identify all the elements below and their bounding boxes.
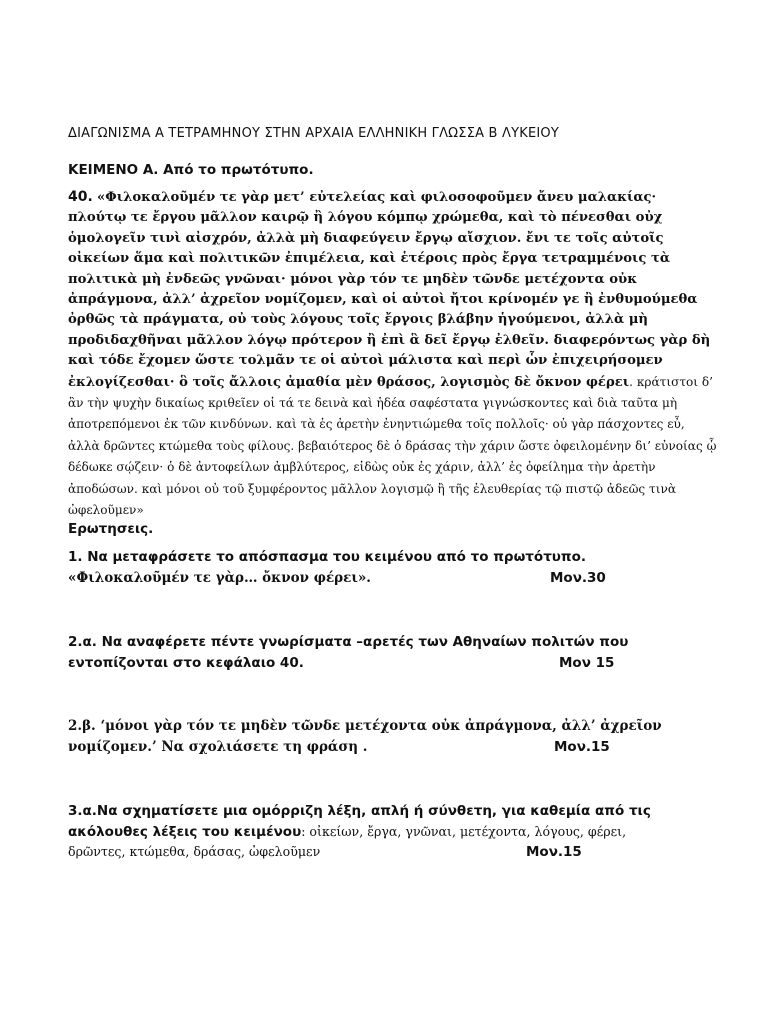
- passage-plain-text: . κράτιστοι δ’ ἂν τὴν ψυχὴν δικαίως κριθεῖεν οἱ τά τε δεινὰ καὶ ἡδέα σαφέστατα γιγνώσκοντες καὶ διὰ ταῦτα μὴ ἀποτρεπόμενοι ἐκ τῶν κινδύνων. καὶ τὰ ἐς ἀρετὴν ἐνηντιώμεθα τοῖς πολλοῖς· οὐ γὰρ πάσχοντες εὖ, ἀλλὰ δρῶντες κτώμεθα τοὺς φίλους. βεβαιότερος δὲ ὁ δράσας τὴν χάριν ὥστε ὀφειλομένην δι’ εὐνοίας ᾧ δέδωκε σῴζειν· ὁ δὲ ἀντοφείλων ἀμβλύτερος, εἰδὼς οὐκ ἐς χάριν, ἀλλ’ ἐς ὀφείλημα τὴν ἀρετὴν ἀποδώσων. καὶ μόνοι οὐ τοῦ ξυμφέροντος μᾶλλον λογισμῷ ἢ τῆς ἐλευθερίας τῷ πιστῷ ἀδεῶς τινὰ ὠφελοῦμεν»: [68, 374, 717, 518]
- chapter-number: 40.: [68, 189, 93, 205]
- question-1-excerpt: «Φιλοκαλοῦμέν τε γὰρ… ὄκνον φέρει».: [68, 569, 372, 586]
- question-2a-marks: Μον 15: [559, 654, 615, 671]
- question-1: [68, 547, 718, 588]
- source-passage: [68, 187, 718, 522]
- question-3a-text: 3.α.Να σχηματίσετε μια ομόρριζη λέξη, απλή ή σύνθετη, για καθεμία από τις: [68, 803, 651, 819]
- questions-label: Ερωτησεις.: [68, 521, 154, 537]
- document-title: ΔΙΑΓΩΝΙΣΜΑ Α ΤΕΤΡΑΜΗΝΟΥ ΣΤΗΝ ΑΡΧΑΙΑ ΕΛΛΗΝΙΚΗ ΓΛΩΣΣΑ Β ΛΥΚΕΙΟΥ: [68, 126, 559, 141]
- question-2a-text-cont: εντοπίζονται στο κεφάλαιο 40.: [68, 654, 304, 671]
- question-3a: [68, 801, 718, 863]
- passage-bold-text: «Φιλοκαλοῦμέν τε γὰρ μετ’ εὐτελείας καὶ φιλοσοφοῦμεν ἄνευ μαλακίας· πλούτῳ τε ἔργου μᾶλλον καιρῷ ἢ λόγου κόμπῳ χρώμεθα, καὶ τὸ πένεσθαι οὐχ ὁμολογεῖν τινὶ αἰσχρόν, ἀλλὰ μὴ διαφεύγειν ἔργῳ αἴσχιον. ἔνι τε τοῖς αὐτοῖς οἰκείων ἅμα καὶ πολιτικῶν ἐπιμέλεια, καὶ ἑτέροις πρὸς ἔργα τετραμμένοις τὰ πολιτικὰ μὴ ἐνδεῶς γνῶναι· μόνοι γὰρ τόν τε μηδὲν τῶνδε μετέχοντα οὐκ ἀπράγμονα, ἀλλ’ ἀχρεῖον νομίζομεν, καὶ οἱ αὐτοὶ ἤτοι κρίνομέν γε ἢ ἐνθυμούμεθα ὀρθῶς τὰ πράγματα, οὐ τοὺς λόγους τοῖς ἔργοις βλάβην ἡγούμενοι, ἀλλὰ μὴ προδιδαχθῆναι μᾶλλον λόγῳ πρότερον ἢ ἐπὶ ἃ δεῖ ἔργῳ ἐλθεῖν. διαφερόντως γὰρ δὴ καὶ τόδε ἔχομεν ὥστε τολμᾶν τε οἱ αὐτοὶ μάλιστα καὶ περὶ ὧν ἐπιχειρήσομεν ἐκλογίζεσθαι· ὃ τοῖς ἄλλοις ἀμαθία μὲν θράσος, λογισμὸς δὲ ὄκνον φέρει: [68, 190, 711, 390]
- question-2b-marks: Μον.15: [554, 738, 610, 755]
- question-2b-text-cont: νομίζομεν.’ Να σχολιάσετε τη φράση .: [68, 738, 368, 755]
- section-heading: ΚΕΙΜΕΝΟ Α. Από το πρωτότυπο.: [68, 162, 314, 178]
- question-3a-word-list: : οἰκείων, ἔργα, γνῶναι, μετέχοντα, λόγους, φέρει,: [301, 823, 627, 839]
- question-1-text: 1. Να μεταφράσετε το απόσπασμα του κειμένου από το πρωτότυπο.: [68, 549, 587, 565]
- question-1-marks: Μον.30: [550, 569, 606, 586]
- question-2a: [68, 632, 718, 673]
- question-3a-text-cont: ακόλουθες λέξεις του κειμένου: [68, 823, 302, 840]
- question-2a-text: 2.α. Να αναφέρετε πέντε γνωρίσματα –αρετές των Αθηναίων πολιτών που: [68, 634, 629, 650]
- question-2b-quote: 2.β. ‘μόνοι γὰρ τόν τε μηδὲν τῶνδε μετέχοντα οὐκ ἀπράγμονα, ἀλλ’ ἀχρεῖον: [68, 718, 662, 734]
- question-3a-marks: Μον.15: [526, 844, 582, 860]
- question-2b: [68, 716, 718, 757]
- question-3a-word-list-cont: δρῶντες, κτώμεθα, δράσας, ὠφελοῦμεν: [68, 844, 321, 859]
